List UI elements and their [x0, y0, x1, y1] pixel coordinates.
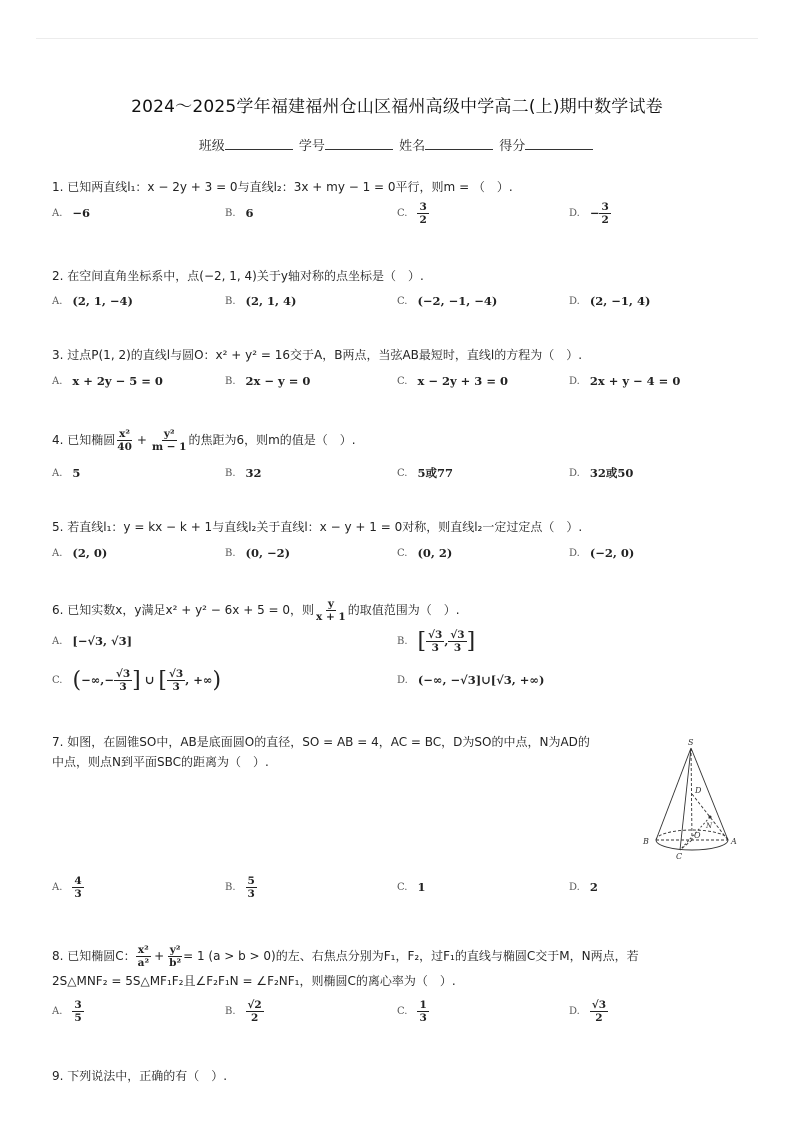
question-7-text: 7. 如图，在圆锥SO中，AB是底面圆O的直径，SO = AB = 4，AC = BC，D为SO的中点，N为AD的 中点，则点N到平面SBC的距离为（ ）.: [52, 735, 590, 769]
option-a[interactable]: A. 5: [52, 466, 81, 480]
question-4-options: [52, 458, 752, 488]
student-id-field[interactable]: [325, 137, 393, 150]
option-d[interactable]: D. $\frac{√3}{2}$: [569, 998, 607, 1024]
option-c[interactable]: C. $\frac{1}{3}$: [397, 998, 427, 1024]
question-5-options: [52, 538, 752, 568]
question-6-options-row-1: [52, 626, 752, 656]
fraction: $\frac{3}{5}$: [74, 998, 82, 1024]
fraction: $\frac{√3}{3}$: [428, 628, 443, 654]
option-c[interactable]: C. (−2, −1, −4): [397, 294, 498, 308]
question-4-text: 4. 已知椭圆 $\frac{\text{x²}}{40}$ + $\frac{\text{y²}}{m - 1}$ 的焦距为6，则m的值是（ ）.: [52, 427, 356, 453]
name-label: 姓名: [399, 139, 426, 154]
option-c[interactable]: C. $\frac{3}{2}$: [397, 200, 427, 226]
question-5-text: 5. 若直线l₁：y = kx − k + 1与直线l₂关于直线l：x − y + 1 = 0对称，则直线l₂一定过定点（ ）.: [52, 520, 583, 534]
fraction: $\frac{5}{3}$: [247, 874, 255, 900]
question-8-line-1: 8. 已知椭圆C： $\frac{\text{x²}}{\text{a²}}$ + $\frac{\text{y²}}{\text{b²}}$ = 1 (a > b > 0)的左、右焦点分别为F₁，F₂，过F₁的直线与椭圆C交于M，N两点，若: [52, 943, 639, 969]
student-id-label: 学号: [298, 139, 325, 154]
option-c[interactable]: C. 5或77: [397, 466, 453, 480]
top-rule: [36, 38, 758, 39]
option-c[interactable]: C. x − 2y + 3 = 0: [397, 374, 508, 388]
option-d[interactable]: D. 2: [569, 880, 598, 894]
option-d[interactable]: D. 2x + y − 4 = 0: [569, 374, 681, 388]
question-6-text: 6. 已知实数x，y满足x² + y² − 6x + 5 = 0，则 $\frac{y}{x + 1}$ 的取值范围为（ ）.: [52, 597, 460, 623]
option-a[interactable]: A. x + 2y − 5 = 0: [52, 374, 163, 388]
fraction: $\frac{4}{3}$: [74, 874, 82, 900]
option-a[interactable]: A. $\frac{4}{3}$: [52, 874, 82, 900]
option-a[interactable]: A. (2, 0): [52, 546, 108, 560]
option-d[interactable]: D. (2, −1, 4): [569, 294, 651, 308]
label-b: B: [643, 837, 649, 846]
fraction: $\frac{\text{y²}}{m - 1}$: [151, 427, 187, 453]
score-field[interactable]: [525, 137, 593, 150]
option-d[interactable]: D. 32或50: [569, 466, 634, 480]
question-8-line-2: 2S△MNF₂ = 5S△MF₁F₂且∠F₂F₁N = ∠F₂NF₁，则椭圆C的离心率为（ ）.: [52, 974, 456, 988]
fraction: $\frac{√3}{3}$: [115, 667, 131, 693]
fraction: $\frac{\text{x²}}{40}$: [117, 427, 132, 453]
label-d: D: [695, 786, 702, 795]
question-3-options: [52, 366, 752, 396]
option-a[interactable]: A. [−√3, √3]: [52, 634, 133, 648]
question-2-options: [52, 286, 752, 316]
option-b[interactable]: B. [ $\frac{√3}{3}$ , $\frac{√3}{3}$ ]: [397, 628, 476, 654]
option-d[interactable]: D. (−∞, −√3]∪[√3, +∞): [397, 673, 545, 687]
question-1-options: [52, 198, 752, 228]
option-b[interactable]: B. 32: [225, 466, 262, 480]
label-s: S: [688, 738, 694, 747]
exam-title: 2024～2025学年福建福州仓山区福州高级中学高二(上)期中数学试卷: [131, 97, 663, 117]
option-b[interactable]: B. (0, −2): [225, 546, 291, 560]
score-label: 得分: [499, 139, 526, 154]
label-n: N: [706, 822, 713, 830]
fraction: $\frac{3}{2}$: [601, 200, 609, 226]
fraction: $\frac{1}{3}$: [419, 998, 427, 1024]
option-b[interactable]: B. $\frac{5}{3}$: [225, 874, 255, 900]
option-b[interactable]: B. $\frac{√2}{2}$: [225, 998, 262, 1024]
name-field[interactable]: [425, 137, 493, 150]
class-label: 班级: [198, 139, 225, 154]
cone-figure: [640, 736, 744, 862]
label-o: O: [694, 831, 701, 840]
fraction: $\frac{y}{x + 1}$: [316, 597, 346, 623]
option-c[interactable]: C. ( −∞, − $\frac{√3}{3}$ ] ∪ [ $\frac{√3}{3}$ , +∞ ): [52, 667, 222, 693]
class-field[interactable]: [225, 137, 293, 150]
option-c[interactable]: C. 1: [397, 880, 426, 894]
option-d[interactable]: D. (−2, 0): [569, 546, 635, 560]
option-b[interactable]: B. 6: [225, 206, 254, 220]
question-3-text: 3. 过点P(1, 2)的直线l与圆O：x² + y² = 16交于A，B两点，当弦AB最短时，直线l的方程为（ ）.: [52, 348, 583, 362]
question-2-text: 2. 在空间直角坐标系中，点(−2, 1, 4)关于y轴对称的点坐标是（ ）.: [52, 269, 424, 283]
label-c: C: [676, 852, 683, 861]
option-b[interactable]: B. (2, 1, 4): [225, 294, 297, 308]
fraction: $\frac{√3}{3}$: [169, 667, 184, 693]
option-a[interactable]: A. −6: [52, 206, 91, 220]
question-8-options: [52, 996, 752, 1026]
fraction: $\frac{3}{2}$: [419, 200, 427, 226]
option-c[interactable]: C. (0, 2): [397, 546, 453, 560]
fraction: $\frac{√3}{3}$: [450, 628, 465, 654]
label-a: A: [731, 837, 737, 846]
fraction: $\frac{\text{x²}}{\text{a²}}$: [137, 943, 150, 969]
option-a[interactable]: A. $\frac{3}{5}$: [52, 998, 82, 1024]
question-7-options: [52, 872, 752, 902]
question-9-text: 9. 下列说法中，正确的有（ ）.: [52, 1069, 228, 1083]
student-info-fields: [0, 135, 794, 154]
option-d[interactable]: D. − $\frac{3}{2}$: [569, 200, 609, 226]
fraction: $\frac{√3}{2}$: [591, 998, 607, 1024]
option-b[interactable]: B. 2x − y = 0: [225, 374, 311, 388]
option-a[interactable]: A. (2, 1, −4): [52, 294, 133, 308]
question-6-options-row-2: [52, 664, 752, 696]
fraction: $\frac{\text{y²}}{\text{b²}}$: [169, 943, 182, 969]
question-1-text: 1. 已知两直线l₁：x − 2y + 3 = 0与直线l₂：3x + my − 1 = 0平行，则m = （ ）.: [52, 180, 513, 194]
fraction: $\frac{√2}{2}$: [247, 998, 262, 1024]
